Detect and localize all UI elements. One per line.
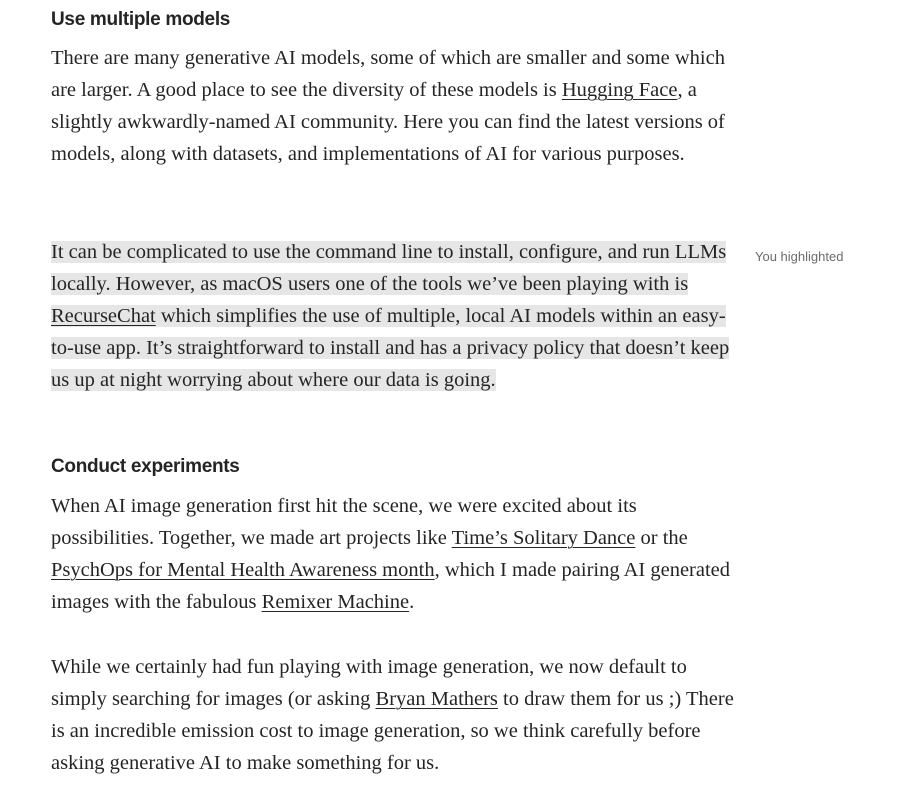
- paragraph-text: to draw them for us ;) There is an incredible emission cost to image generation, so we think carefully before asking generative AI to make something for us.: [51, 688, 734, 774]
- link-bryan-mathers[interactable]: Bryan Mathers: [375, 688, 498, 710]
- paragraph-models-intro: [51, 42, 741, 170]
- paragraph-text: or the: [635, 527, 688, 549]
- highlight-note[interactable]: You highlighted: [755, 249, 844, 264]
- paragraph-recursechat-highlighted[interactable]: [51, 236, 741, 396]
- paragraph-text: , which I made pairing AI generated images with the fabulous: [51, 559, 731, 613]
- paragraph-text: .: [409, 591, 415, 613]
- link-remixer-machine[interactable]: Remixer Machine: [261, 591, 410, 613]
- paragraph-text: which simplifies the use of multiple, local AI models within an easy-to-use app. It’s straightforward to install and has a privacy policy that doesn’t keep us up at night worrying about where our data is going.: [51, 305, 730, 391]
- link-hugging-face[interactable]: Hugging Face: [561, 79, 678, 101]
- paragraph-image-generation: [51, 490, 741, 618]
- heading-conduct-experiments: Conduct experiments: [51, 456, 240, 477]
- paragraph-text: It can be complicated to use the command line to install, configure, and run LLMs locally. However, as macOS users one of the tools we’ve been playing with is: [51, 241, 727, 295]
- paragraph-text: There are many generative AI models, some of which are smaller and some which are larger. A good place to see the diversity of these models is: [51, 47, 725, 101]
- heading-use-multiple-models: Use multiple models: [51, 9, 231, 30]
- paragraph-text: When AI image generation first hit the scene, we were excited about its possibilities. Together, we made art projects like: [51, 495, 637, 549]
- paragraph-emission-cost: [51, 651, 741, 779]
- paragraph-text: While we certainly had fun playing with image generation, we now default to simply searching for images (or asking: [51, 656, 687, 710]
- highlighted-text[interactable]: [51, 241, 729, 391]
- link-psychops[interactable]: PsychOps for Mental Health Awareness month: [51, 559, 435, 581]
- link-recursechat[interactable]: RecurseChat: [51, 305, 156, 327]
- link-times-solitary-dance[interactable]: Time’s Solitary Dance: [451, 527, 636, 549]
- paragraph-text: , a slightly awkwardly-named AI community. Here you can find the latest versions of models, along with datasets, and implementations of AI for various purposes.: [51, 79, 725, 165]
